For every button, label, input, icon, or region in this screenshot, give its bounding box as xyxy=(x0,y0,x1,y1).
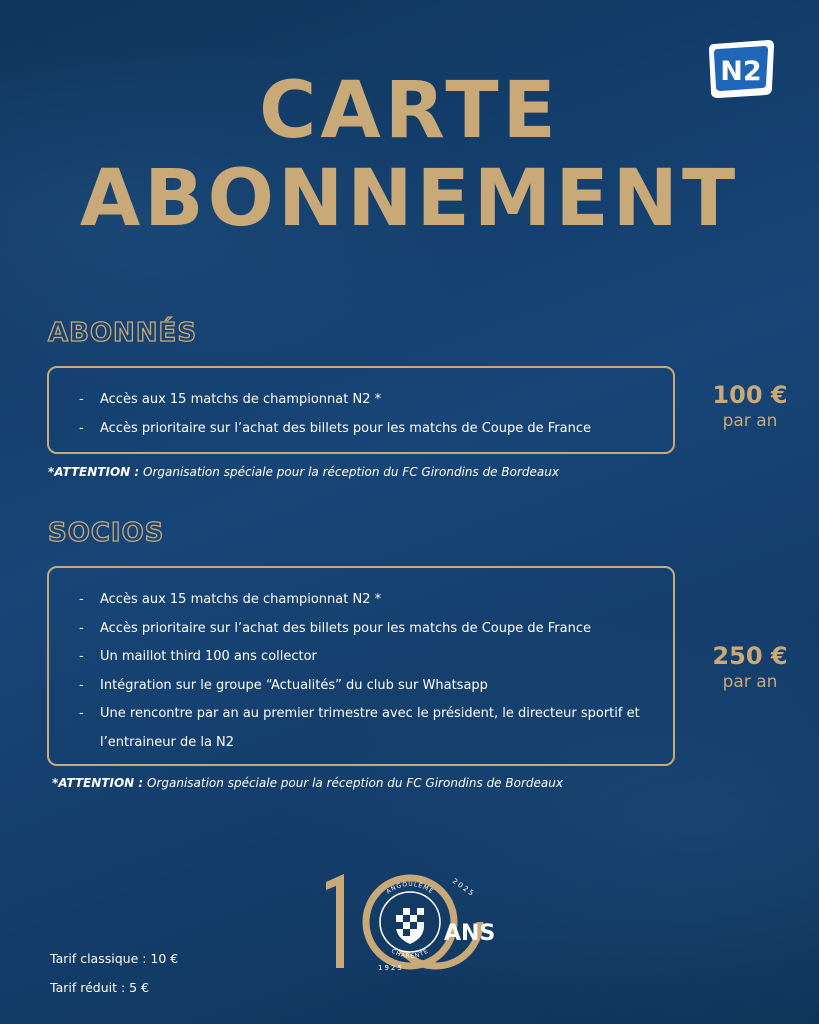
note-text: Organisation spéciale pour la réception du FC Girondins de Bordeaux xyxy=(147,776,563,790)
list-item: - Accès aux 15 matchs de championnat N2 * xyxy=(79,586,673,615)
attention-note-abonnes xyxy=(48,465,559,479)
title-line-abonnement: ABONNEMENT xyxy=(79,154,740,244)
title-line-carte: CARTE xyxy=(259,66,560,156)
features-box-socios xyxy=(47,566,675,766)
feature-text: Un maillot third 100 ans collector xyxy=(100,649,317,664)
crest-ring-top-text: ANGOULÊME xyxy=(385,880,435,896)
feature-text: Accès prioritaire sur l’achat des billets pour les matchs de Coupe de France xyxy=(100,620,591,636)
section-heading-abonnes: ABONNÉS xyxy=(48,318,198,348)
list-item: - Un maillot third 100 ans collector xyxy=(79,643,673,672)
price-block-abonnes xyxy=(690,381,810,431)
numeral-one xyxy=(326,874,344,968)
crest-ring-bottom-text: CHARENTE xyxy=(389,947,431,961)
tarif-classique: Tarif classique : 10 € xyxy=(50,951,179,966)
price-period: par an xyxy=(722,672,778,692)
ans-label: ANS xyxy=(444,921,496,946)
feature-text: Accès aux 15 matchs de championnat N2 * xyxy=(100,392,382,407)
feature-list-abonnes xyxy=(49,368,673,443)
price-period: par an xyxy=(722,411,778,431)
price-amount: 250 € xyxy=(712,642,788,670)
price-block-socios xyxy=(690,642,810,692)
centenary-logo xyxy=(318,868,500,972)
list-item: - Accès aux 15 matchs de championnat N2 * xyxy=(79,386,673,415)
n2-league-badge xyxy=(706,38,776,100)
note-text: Organisation spéciale pour la réception du FC Girondins de Bordeaux xyxy=(143,465,559,479)
note-label: *ATTENTION : xyxy=(52,776,144,790)
feature-text: Accès prioritaire sur l’achat des billets pour les matchs de Coupe de France xyxy=(100,420,591,436)
feature-text: Une rencontre par an au premier trimestre avec le président, le directeur sportif et l’entraineur de la N2 xyxy=(100,706,640,750)
list-item: - Accès prioritaire sur l’achat des billets pour les matchs de Coupe de France xyxy=(79,415,673,444)
list-item: - Accès prioritaire sur l’achat des billets pour les matchs de Coupe de France xyxy=(79,615,673,644)
feature-list-socios xyxy=(49,568,673,757)
note-label: *ATTENTION : xyxy=(48,465,140,479)
section-heading-socios: SOCIOS xyxy=(48,518,165,548)
feature-text: Intégration sur le groupe “Actualités” du club sur Whatsapp xyxy=(100,677,488,693)
feature-text: Accès aux 15 matchs de championnat N2 * xyxy=(100,592,382,607)
features-box-abonnes xyxy=(47,366,675,454)
year-end: 2025 xyxy=(450,877,477,899)
list-item: - Intégration sur le groupe “Actualités” du club sur Whatsapp xyxy=(79,672,673,701)
year-start: 1925 xyxy=(378,964,404,972)
tarif-reduit: Tarif réduit : 5 € xyxy=(50,980,150,995)
attention-note-socios xyxy=(52,776,563,790)
n2-badge-label: N2 xyxy=(720,56,762,87)
list-item: - Une rencontre par an au premier trimestre avec le président, le directeur sportif et l’entraineur de la N2 xyxy=(79,700,673,757)
price-amount: 100 € xyxy=(712,381,788,409)
